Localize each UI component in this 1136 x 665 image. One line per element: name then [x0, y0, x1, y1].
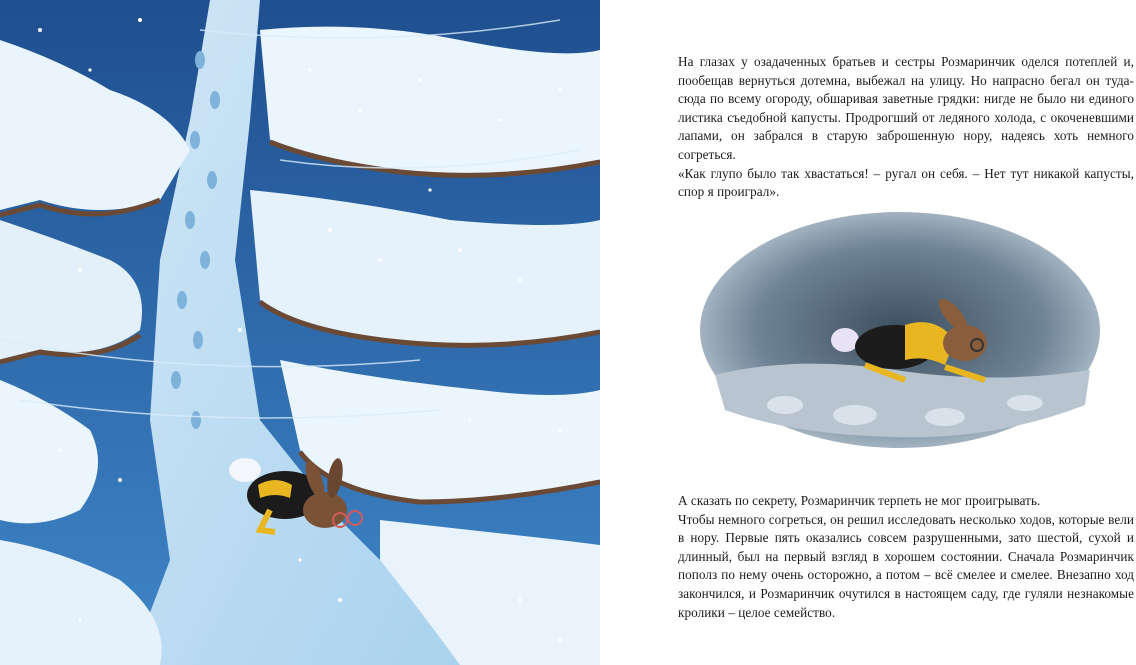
story-text-top — [678, 53, 1134, 202]
text-page — [600, 0, 1136, 665]
paragraph-top-1: На глазах у озадаченных братьев и сестры Розмаринчик оделся потеплей и, пообещав вернуться дотемна, выбежал на улицу. Но напрасно бегал он туда-сюда по всему огороду, обшаривая заветные грядки: нигде не было ни единого листика съедобной капусты. Продрогший от ледяного холода, с окоченевшими лапами, он забрался в старую заброшенную нору, надеясь хоть немного согреться. — [678, 54, 1134, 162]
paragraph-bottom-2: Чтобы немного согреться, он решил исследовать несколько ходов, которые вели в нору. Первые пять оказались совсем разрушенными, зато шестой, сухой и длинный, был на первый взгляд в хорошем состоянии. Сначала Розмаринчик пополз по нему очень осторожно, а потом – всё смелее и смелее. Внезапно ход закончился, и Розмаринчик очутился в настоящем саду, где гуляли незнакомые кролики – целое семейство. — [678, 511, 1134, 620]
paragraph-top-2: «Как глупо было так хвастаться! – ругал он себя. – Нет тут никакой капусты, спор я проиграл». — [678, 165, 1134, 200]
paragraph-bottom-1: А сказать по секрету, Розмаринчик терпеть не мог проигрывать. — [678, 493, 1041, 508]
burrow-scene-svg — [695, 205, 1105, 455]
story-text-bottom — [678, 492, 1134, 622]
burrow-illustration — [695, 205, 1105, 455]
